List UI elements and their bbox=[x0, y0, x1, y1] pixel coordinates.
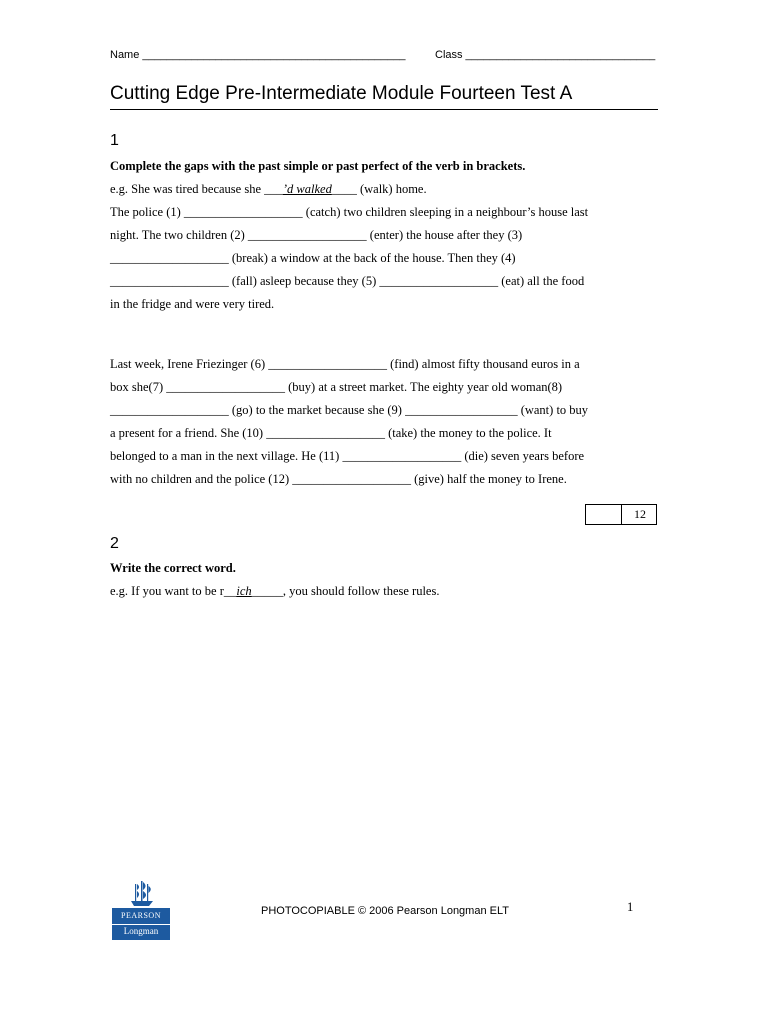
paragraph-1-line: ___________________ (break) a window at the back of the house. Then they (4) bbox=[110, 251, 516, 265]
paragraph-1-line: in the fridge and were very tired. bbox=[110, 297, 275, 311]
copyright-notice: PHOTOCOPIABLE © 2006 Pearson Longman ELT bbox=[261, 905, 509, 917]
example-answer: ’d walked bbox=[282, 182, 332, 196]
example-gap: __ bbox=[223, 584, 237, 598]
page-number: 1 bbox=[627, 900, 634, 914]
score-box bbox=[585, 504, 657, 525]
example-prefix: e.g. She was tired because she ___ bbox=[110, 182, 283, 196]
paragraph-2-line: with no children and the police (12) ___________________ (give) half the money to Irene. bbox=[110, 472, 567, 486]
section-1-instruction: Complete the gaps with the past simple or past perfect of the verb in brackets. bbox=[110, 159, 526, 173]
logo-pearson-text: PEARSON bbox=[121, 911, 161, 920]
example-suffix: _____, you should follow these rules. bbox=[251, 584, 440, 598]
paragraph-2-line: ___________________ (go) to the market because she (9) __________________ (want) to buy bbox=[110, 403, 589, 417]
paragraph-1-line: The police (1) ___________________ (catch) two children sleeping in a neighbour’s house last bbox=[110, 205, 589, 219]
title-underline bbox=[110, 109, 658, 110]
class-field-label: Class _______________________________ bbox=[435, 49, 656, 61]
section-2-number: 2 bbox=[110, 535, 119, 552]
paragraph-1-line: ___________________ (fall) asleep because they (5) ___________________ (eat) all the food bbox=[110, 274, 585, 288]
paragraph-2-line: a present for a friend. She (10) ___________________ (take) the money to the police. It bbox=[110, 426, 552, 440]
paragraph-1-line: night. The two children (2) ___________________ (enter) the house after they (3) bbox=[110, 228, 523, 242]
section-2-example bbox=[110, 584, 439, 599]
name-field-label: Name ___________________________________________ bbox=[110, 49, 406, 61]
logo-longman-text: Longman bbox=[112, 924, 170, 936]
section-2-instruction: Write the correct word. bbox=[110, 561, 236, 575]
example-suffix: ____ (walk) home. bbox=[331, 182, 427, 196]
section-1-number: 1 bbox=[110, 132, 119, 149]
example-prefix: e.g. If you want to be r bbox=[110, 584, 224, 598]
paragraph-2-line: Last week, Irene Friezinger (6) ___________________ (find) almost fifty thousand euros in a bbox=[110, 357, 580, 371]
page-title: Cutting Edge Pre-Intermediate Module Fourteen Test A bbox=[110, 83, 573, 104]
ship-icon bbox=[129, 880, 155, 908]
pearson-longman-logo bbox=[112, 880, 170, 942]
score-total: 12 bbox=[634, 507, 646, 521]
paragraph-2-line: box she(7) ___________________ (buy) at a street market. The eighty year old woman(8) bbox=[110, 380, 563, 394]
paragraph-2-line: belonged to a man in the next village. He (11) ___________________ (die) seven years before bbox=[110, 449, 585, 463]
section-1-example bbox=[110, 182, 427, 197]
example-answer: ich bbox=[236, 584, 252, 598]
